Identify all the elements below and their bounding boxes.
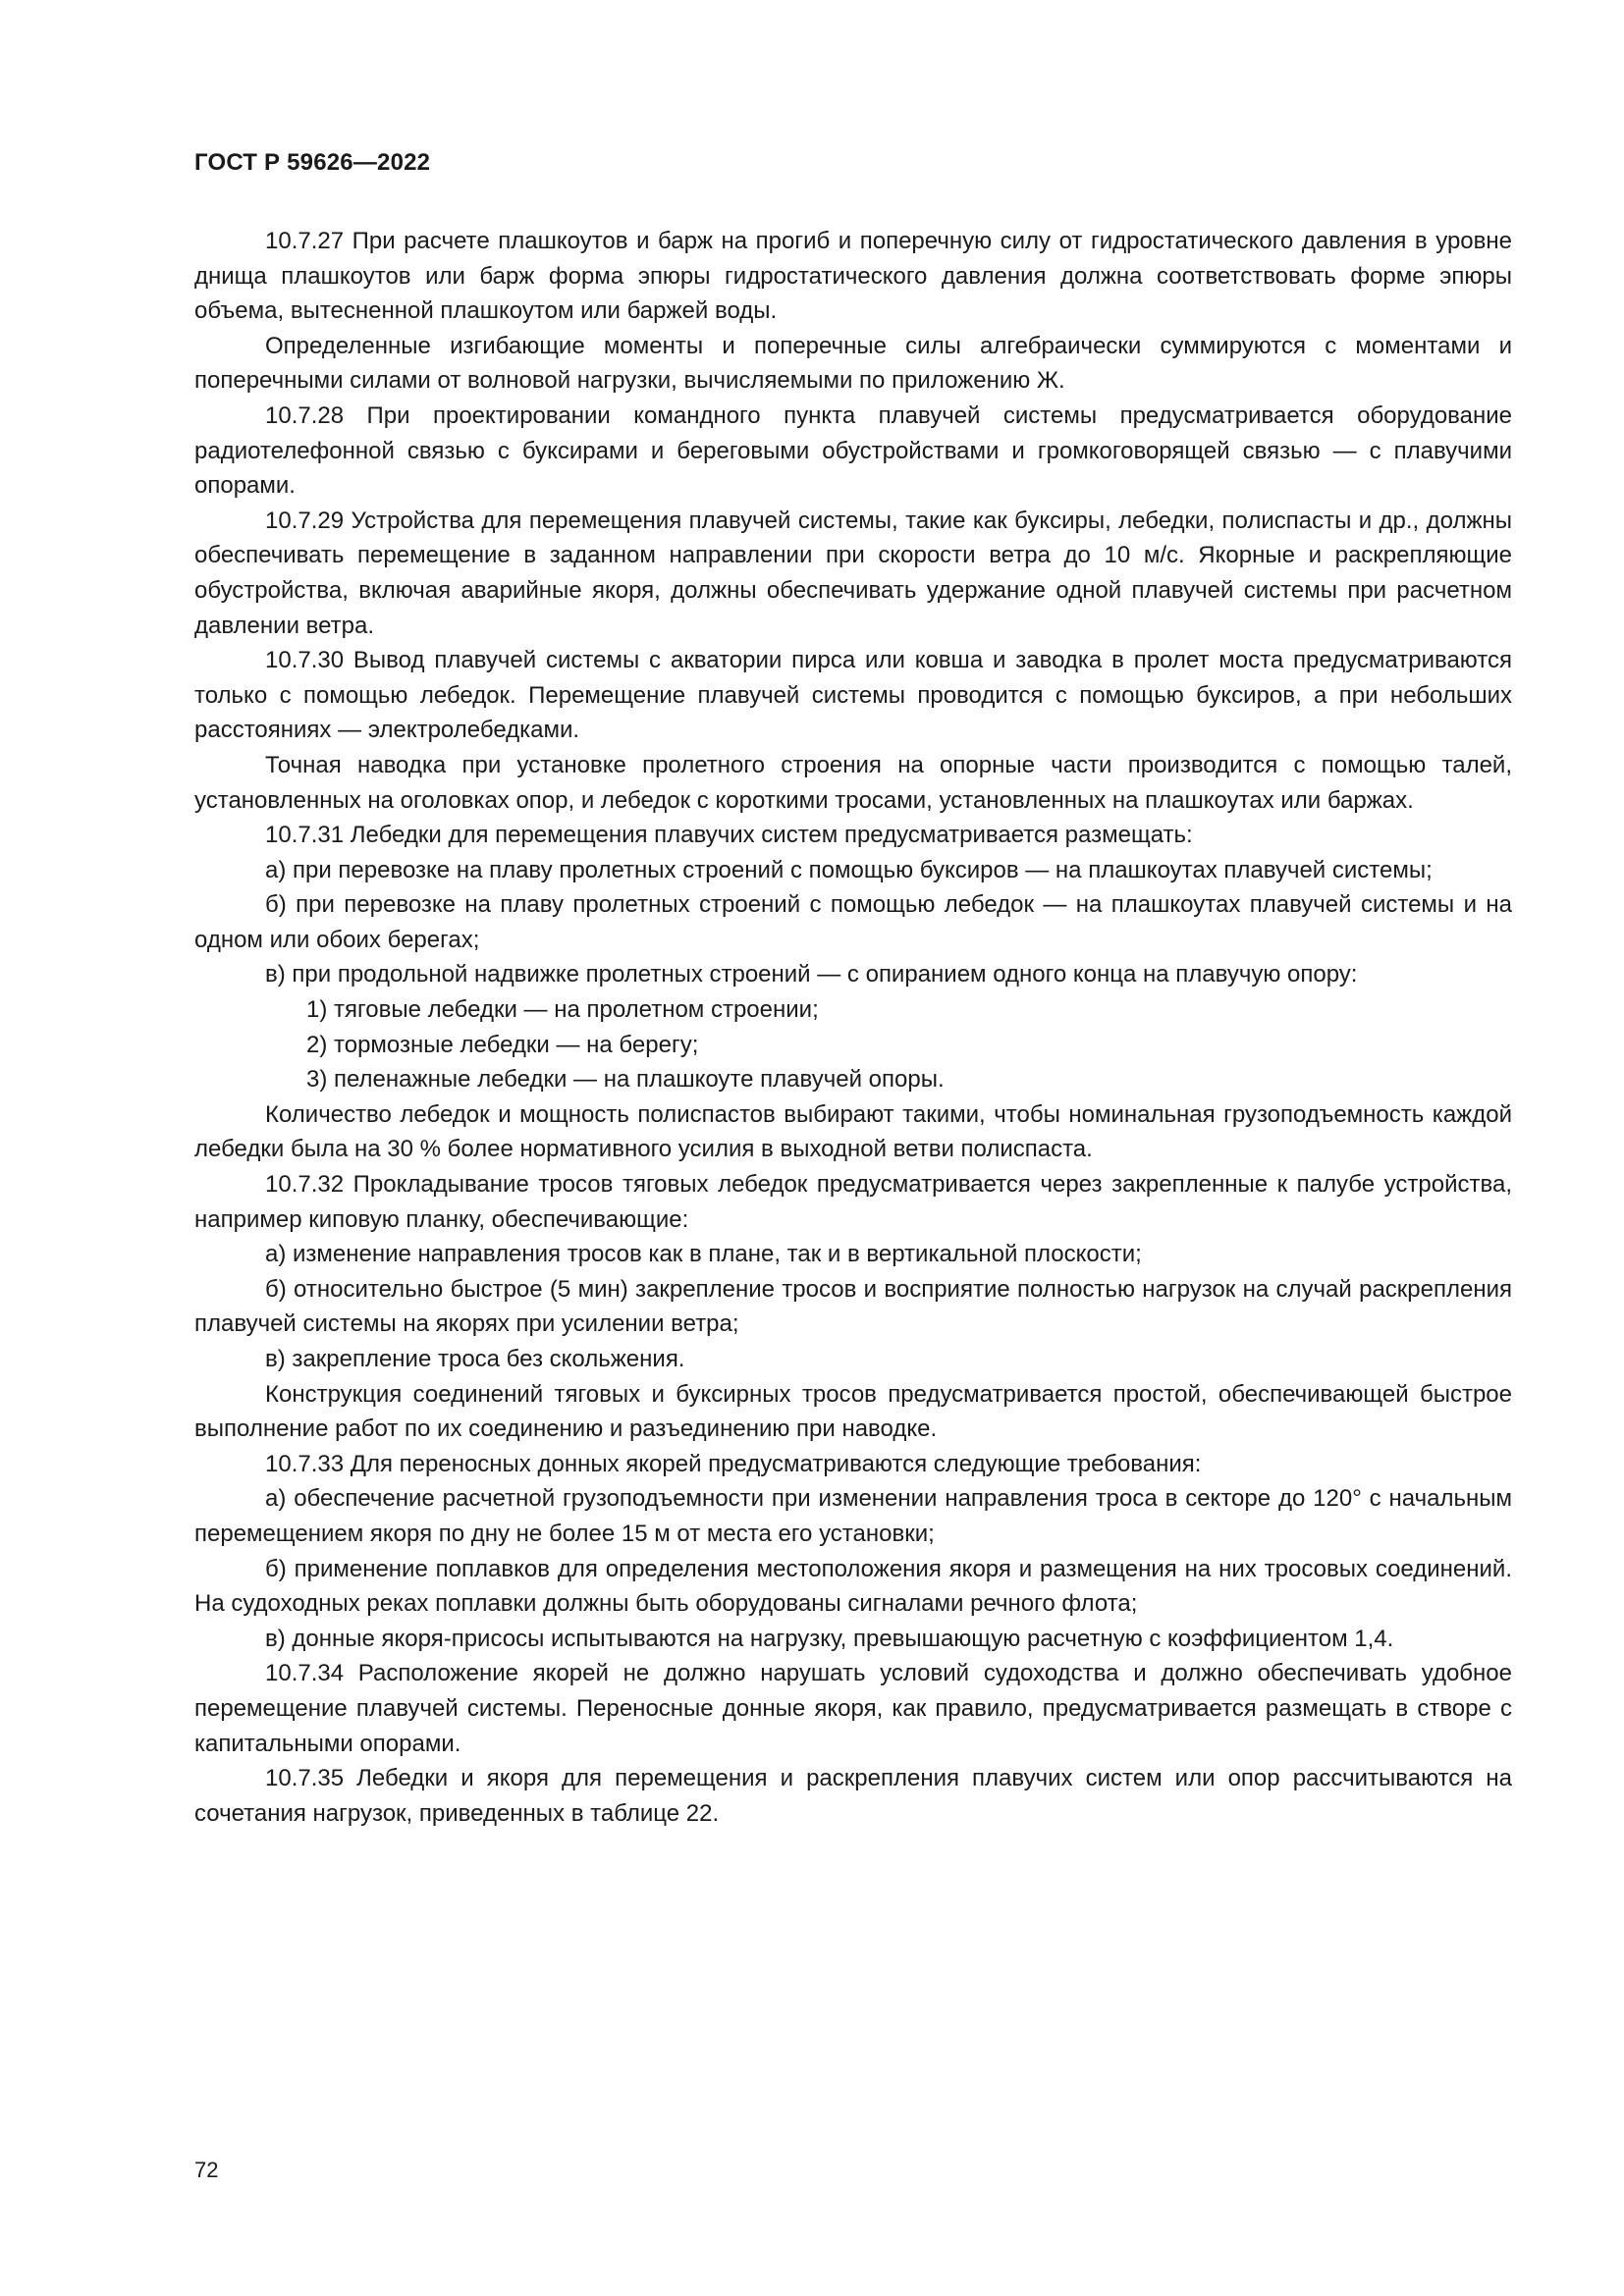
page-number: 72	[194, 2158, 219, 2182]
list-item: б) при перевозке на плаву пролетных строений с помощью лебедок — на плашкоутах плавучей системы и на одном или обоих берегах;	[194, 891, 1512, 953]
paragraph: Конструкция соединений тяговых и буксирных тросов предусматривается простой, обеспечивающей быстрое выполнение работ по их соединению и разъединению при наводке.	[194, 1380, 1512, 1443]
list-item: б) относительно быстрое (5 мин) закрепление тросов и восприятие полностью нагрузок на случай раскрепления плавучей системы на якорях при усилении ветра;	[194, 1275, 1512, 1338]
list-item: а) обеспечение расчетной грузоподъемности при изменении направления троса в секторе до 120° с начальным перемещением якоря по дну не более 15 м от места его установки;	[194, 1485, 1512, 1547]
list-item: а) при перевозке на плаву пролетных строений с помощью буксиров — на плашкоутах плавучей системы;	[265, 856, 1433, 883]
list-item: в) донные якоря-присосы испытываются на нагрузку, превышающую расчетную с коэффициентом 1,4.	[265, 1625, 1394, 1652]
list-item: в) при продольной надвижке пролетных строений — с опиранием одного конца на плавучую опору:	[265, 961, 1358, 988]
paragraph: 10.7.33 Для переносных донных якорей предусматриваются следующие требования:	[265, 1450, 1202, 1477]
paragraph: 10.7.34 Расположение якорей не должно нарушать условий судоходства и должно обеспечивать удобное перемещение плавучей системы. Переносные донные якоря, как правило, предусматривается размещать в створе с капитальными опорами.	[194, 1660, 1512, 1757]
list-item: а) изменение направления тросов как в плане, так и в вертикальной плоскости;	[265, 1241, 1142, 1268]
paragraph: 10.7.32 Прокладывание тросов тяговых лебедок предусматривается через закрепленные к палубе устройства, например киповую планку, обеспечивающие:	[194, 1171, 1512, 1233]
paragraph: Точная наводка при установке пролетного строения на опорные части производится с помощью талей, установленных на оголовках опор, и лебедок с короткими тросами, установленных на плашкоутах или баржах.	[194, 751, 1512, 814]
sub-list-item: 1) тяговые лебедки — на пролетном строении;	[306, 996, 819, 1024]
paragraph: 10.7.29 Устройства для перемещения плавучей системы, такие как буксиры, лебедки, полиспасты и др., должны обеспечивать перемещение в заданном направлении при скорости ветра до 10 м/с. Якорные и раскрепляющие обустройства, включая аварийные якоря, должны обеспечивать удержание одной плавучей системы при расчетном давлении ветра.	[194, 507, 1512, 639]
paragraph: 10.7.30 Вывод плавучей системы с акватории пирса или ковша и заводка в пролет моста предусматриваются только с помощью лебедок. Перемещение плавучей системы проводится с помощью буксиров, а при небольших расстояниях — электролебедками.	[194, 647, 1512, 744]
paragraph: 10.7.31 Лебедки для перемещения плавучих систем предусматривается размещать:	[265, 822, 1193, 849]
paragraph: 10.7.35 Лебедки и якоря для перемещения и раскрепления плавучих систем или опор рассчитываются на сочетания нагрузок, приведенных в таблице 22.	[194, 1765, 1512, 1827]
sub-list-item: 2) тормозные лебедки — на берегу;	[306, 1031, 699, 1058]
paragraph: 10.7.28 При проектировании командного пункта плавучей системы предусматривается оборудование радиотелефонной связью с буксирами и береговыми обустройствами и громкоговорящей связью — с плавучими опорами.	[194, 401, 1512, 500]
list-item: в) закрепление троса без скольжения.	[265, 1346, 685, 1372]
list-item: б) применение поплавков для определения местоположения якоря и размещения на них тросовых соединений. На судоходных реках поплавки должны быть оборудованы сигналами речного флота;	[194, 1555, 1512, 1618]
sub-list-item: 3) пеленажные лебедки — на плашкоуте плавучей опоры.	[306, 1066, 945, 1094]
paragraph: 10.7.27 При расчете плашкоутов и барж на прогиб и поперечную силу от гидростатического давления в уровне днища плашкоутов или барж форма эпюры гидростатического давления должна соответствовать форме эпюры объема, вытесненной плашкоутом или баржей воды.	[194, 228, 1512, 325]
paragraph: Количество лебедок и мощность полиспастов выбирают такими, чтобы номинальная грузоподъемность каждой лебедки была на 30 % более нормативного усилия в выходной ветви полиспаста.	[194, 1100, 1512, 1163]
paragraph: Определенные изгибающие моменты и поперечные силы алгебраически суммируются с моментами и поперечными силами от волновой нагрузки, вычисляемыми по приложению Ж.	[194, 332, 1512, 395]
document-body	[194, 224, 1512, 1831]
document-header: ГОСТ Р 59626—2022	[194, 149, 431, 176]
